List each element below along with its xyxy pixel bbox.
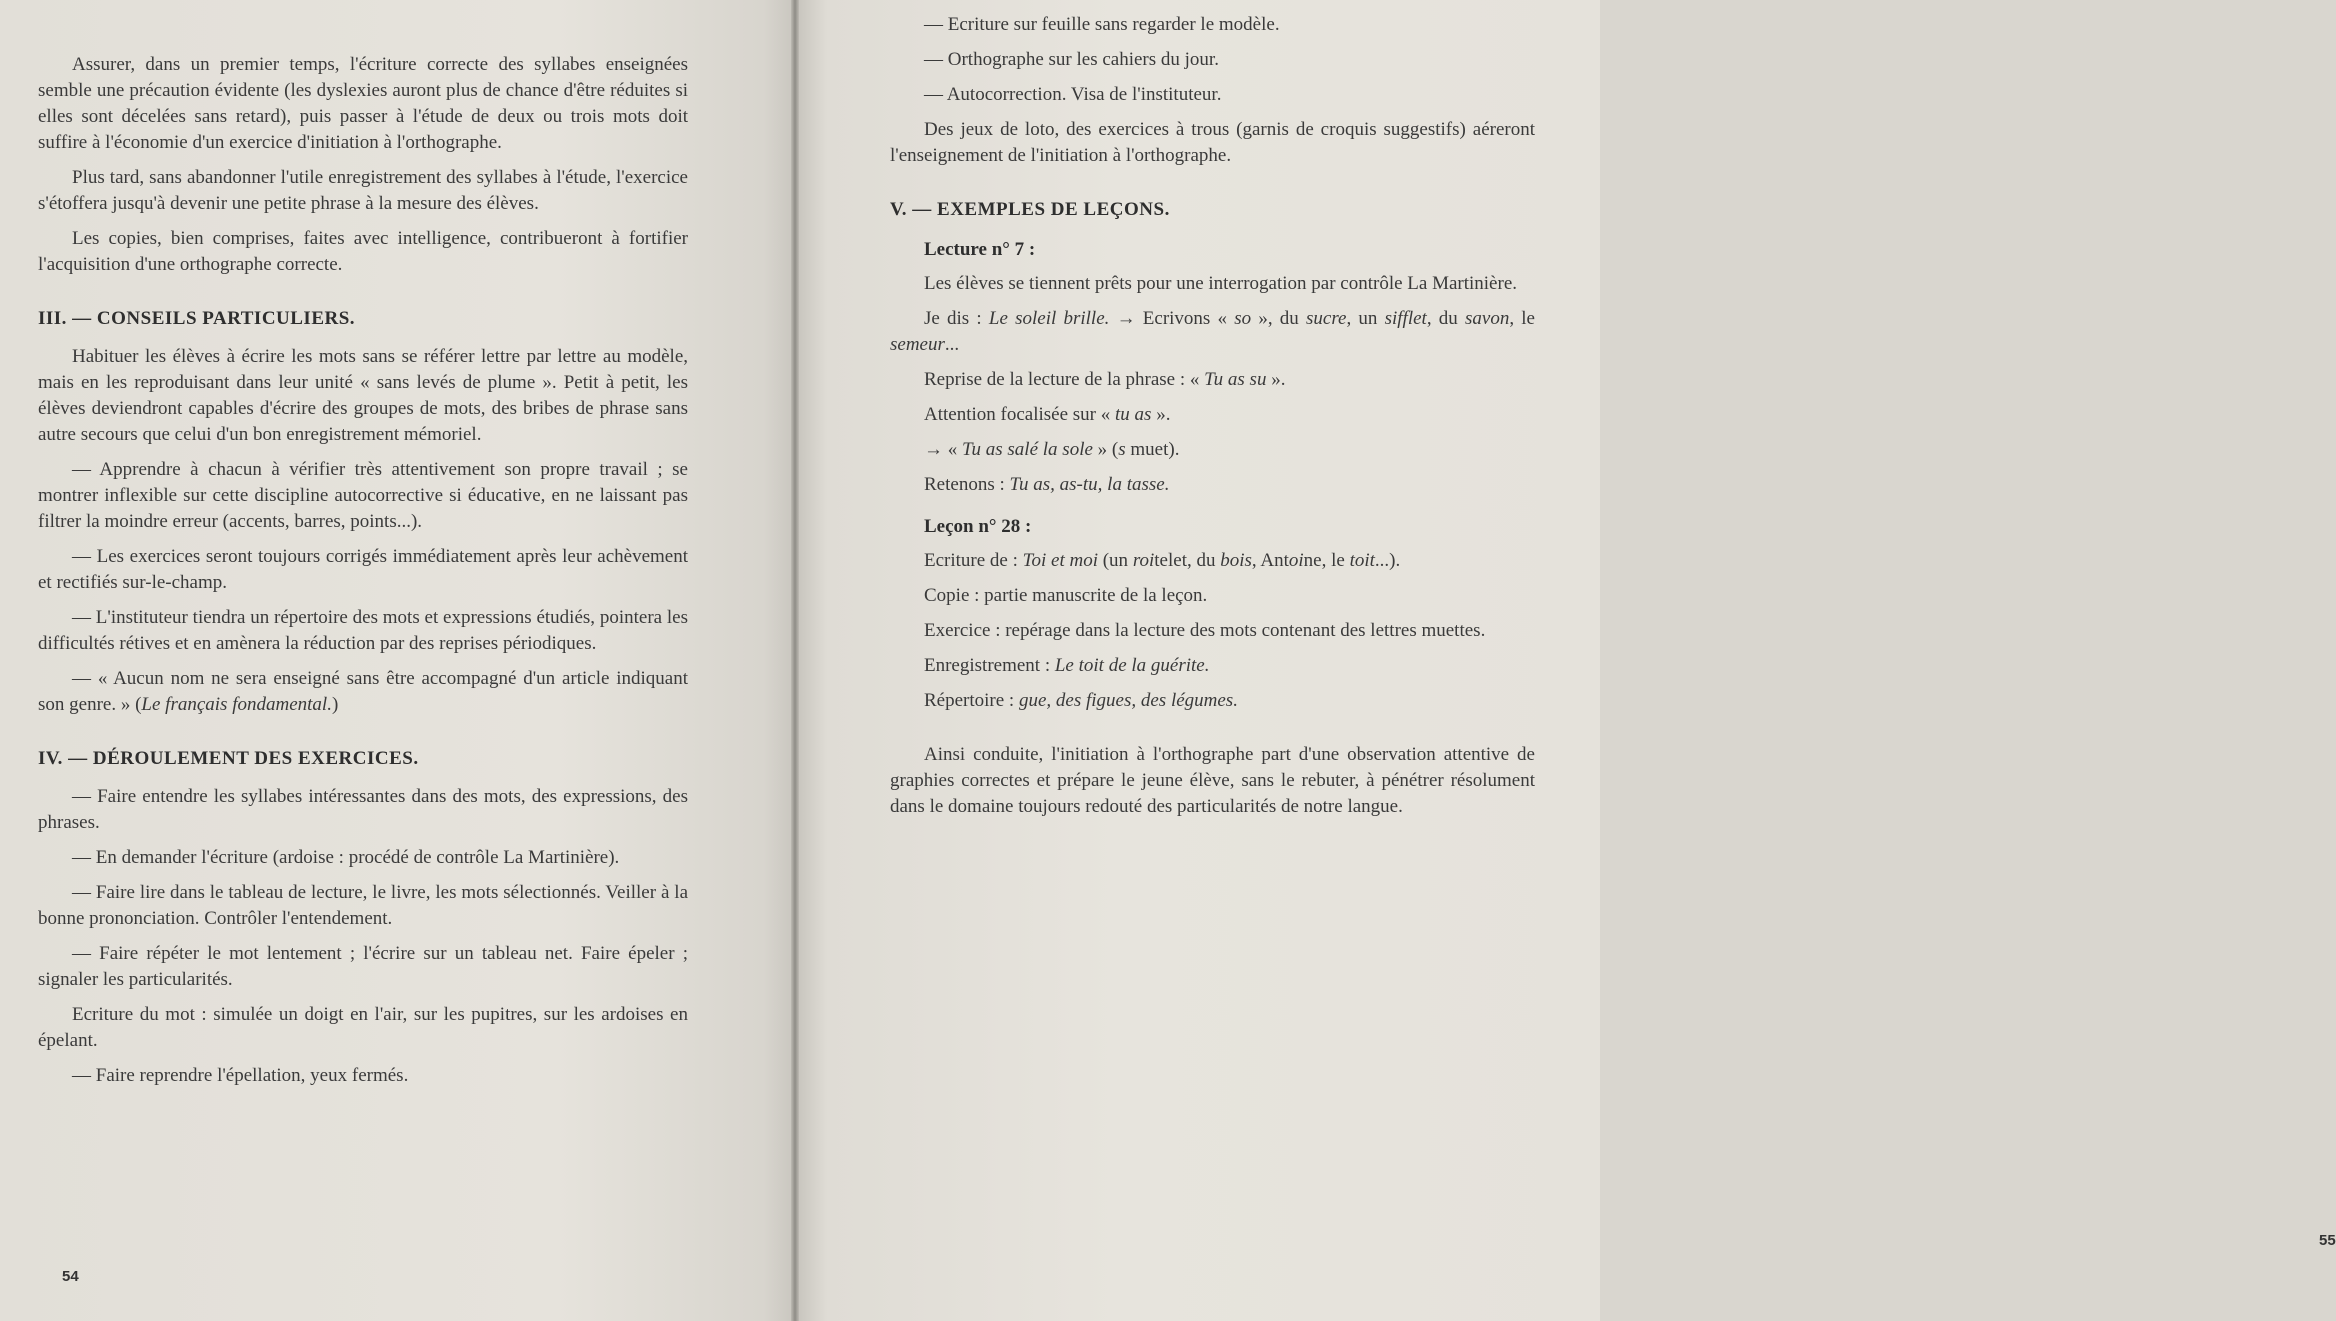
- italic-text: tu as: [1115, 404, 1152, 425]
- text: Je dis :: [924, 308, 989, 329]
- citation-title: Le français fondamental.: [141, 694, 332, 715]
- left-page: [0, 0, 795, 1321]
- paragraph: Assurer, dans un premier temps, l'écriture correcte des syllabes enseignées semble une précaution évidente (les dyslexies auront plus de chance d'être réduites si elles sont décelées sans retard), puis passer à l'étude de deux ou trois mots doit suffire à l'économie d'un exercice d'initiation à l'orthographe.: [38, 54, 688, 153]
- text: → «: [924, 439, 962, 460]
- right-page-text: [890, 12, 1535, 829]
- lesson-title: Leçon n° 28 :: [924, 516, 1032, 537]
- paragraph: — En demander l'écriture (ardoise : procédé de contrôle La Martinière).: [72, 847, 620, 868]
- punctuation: ): [331, 694, 339, 715]
- paragraph: — Orthographe sur les cahiers du jour.: [924, 49, 1219, 70]
- italic-text: s: [1118, 439, 1126, 460]
- italic-text: roi: [1132, 550, 1155, 571]
- paragraph: [890, 402, 1535, 428]
- book-gutter: [791, 0, 799, 1321]
- text: ...).: [1374, 550, 1401, 571]
- italic-text: so: [1234, 308, 1252, 329]
- paragraph: — Faire lire dans le tableau de lecture, le livre, les mots sélectionnés. Veiller à la bonne prononciation. Contrôler l'entendement.: [38, 882, 688, 929]
- paragraph: Les copies, bien comprises, faites avec intelligence, contribueront à fortifier l'acquisition d'une orthographe correcte.: [38, 228, 688, 275]
- page-number-right: 55: [2319, 1232, 2336, 1249]
- text: → Ecrivons «: [1109, 308, 1235, 329]
- italic-text: Le soleil brille.: [988, 308, 1110, 329]
- conclusion-paragraph: Ainsi conduite, l'initiation à l'orthographe part d'une observation attentive de graphies correctes et prépare le jeune élève, sans le rebuter, à pénétrer résolument dans le domaine toujours redouté des particularités de notre langue.: [890, 744, 1535, 817]
- paragraph: Plus tard, sans abandonner l'utile enregistrement des syllabes à l'étude, l'exercice s'étoffera jusqu'à devenir une petite phrase à la mesure des élèves.: [38, 167, 688, 214]
- paragraph: Copie : partie manuscrite de la leçon.: [924, 585, 1208, 606]
- quote-text: — « Aucun nom ne sera enseigné sans être accompagné d'un article indiquant son genre. » (: [38, 668, 688, 715]
- left-page-text: [38, 52, 688, 1098]
- section-heading-exemples: V. — EXEMPLES DE LEÇONS.: [890, 199, 1170, 220]
- paragraph: Habituer les élèves à écrire les mots sans se référer lettre par lettre au modèle, mais en les reproduisant dans leur unité « sans levés de plume ». Petit à petit, les élèves deviendront capables d'écrire des groupes de mots, des bribes de phrase sans autre secours que celui d'un bon enregistrement mémoriel.: [38, 346, 688, 445]
- lesson-title: Lecture n° 7 :: [924, 239, 1036, 260]
- text: Retenons :: [924, 474, 1010, 495]
- section-heading-conseils: III. — CONSEILS PARTICULIERS.: [38, 308, 356, 329]
- paragraph: [890, 437, 1535, 463]
- paragraph: — Faire répéter le mot lentement ; l'écrire sur un tableau net. Faire épeler ; signaler les particularités.: [38, 943, 688, 990]
- paragraph: — Ecriture sur feuille sans regarder le modèle.: [924, 14, 1280, 35]
- italic-text: semeur: [890, 334, 945, 355]
- italic-text: Le toit de la guérite.: [1054, 655, 1210, 676]
- paragraph: [890, 472, 1535, 498]
- paragraph: Des jeux de loto, des exercices à trous (garnis de croquis suggestifs) aéreront l'enseignement de l'initiation à l'orthographe.: [890, 119, 1535, 166]
- paragraph: Ecriture du mot : simulée un doigt en l'air, sur les pupitres, sur les ardoises en épelant.: [38, 1004, 688, 1051]
- text: muet).: [1125, 439, 1180, 460]
- paragraph: — Faire entendre les syllabes intéressantes dans des mots, des expressions, des phrases.: [38, 786, 688, 833]
- text: telet, du: [1154, 550, 1221, 571]
- italic-text: gue, des figues, des légumes.: [1018, 690, 1238, 711]
- text: , un: [1346, 308, 1385, 329]
- paragraph: [890, 548, 1535, 574]
- italic-text: bois: [1220, 550, 1252, 571]
- paragraph: Les élèves se tiennent prêts pour une interrogation par contrôle La Martinière.: [924, 273, 1517, 294]
- paragraph: [890, 688, 1535, 714]
- text: , du: [1426, 308, 1465, 329]
- paragraph: [890, 367, 1535, 393]
- text: ».: [1266, 369, 1286, 390]
- italic-text: sucre: [1306, 308, 1347, 329]
- italic-text: sifflet: [1384, 308, 1427, 329]
- italic-text: toit: [1349, 550, 1375, 571]
- paragraph: Exercice : repérage dans la lecture des mots contenant des lettres muettes.: [924, 620, 1486, 641]
- text: Ecriture de :: [924, 550, 1023, 571]
- text: Enregistrement :: [924, 655, 1055, 676]
- paragraph: — Autocorrection. Visa de l'instituteur.: [924, 84, 1222, 105]
- paragraph: — L'instituteur tiendra un répertoire des mots et expressions étudiés, pointera les difficultés rétives et en amènera la réduction par des reprises périodiques.: [38, 607, 688, 654]
- paragraph: — Apprendre à chacun à vérifier très attentivement son propre travail ; se montrer inflexible sur cette discipline autocorrective si éducative, en ne laissant pas filtrer la moindre erreur (accents, barres, points...).: [38, 459, 688, 532]
- lesson-lecture-7: [890, 239, 1535, 498]
- section-heading-deroulement: IV. — DÉROULEMENT DES EXERCICES.: [38, 748, 419, 769]
- text: Reprise de la lecture de la phrase : «: [924, 369, 1205, 390]
- page-number-left: 54: [62, 1268, 79, 1285]
- text: ».: [1151, 404, 1171, 425]
- text: (un: [1097, 550, 1133, 571]
- text: » (: [1092, 439, 1119, 460]
- paragraph: [890, 306, 1535, 358]
- text: , Ant: [1251, 550, 1289, 571]
- text: , le: [1509, 308, 1535, 329]
- italic-text: savon: [1465, 308, 1510, 329]
- lesson-lecon-28: [890, 516, 1535, 714]
- italic-text: Toi et moi: [1022, 550, 1098, 571]
- text: Répertoire :: [924, 690, 1019, 711]
- text: ne, le: [1303, 550, 1350, 571]
- italic-text: Tu as su: [1204, 369, 1267, 390]
- text: Attention focalisée sur «: [924, 404, 1116, 425]
- italic-text: Tu as, as-tu, la tasse.: [1009, 474, 1170, 495]
- paragraph: [890, 653, 1535, 679]
- italic-text: Tu as salé la sole: [962, 439, 1093, 460]
- text: ...: [944, 334, 960, 355]
- paragraph: [38, 666, 688, 718]
- paragraph: — Faire reprendre l'épellation, yeux fermés.: [72, 1065, 409, 1086]
- paragraph: — Les exercices seront toujours corrigés immédiatement après leur achèvement et rectifiés sur-le-champ.: [38, 546, 688, 593]
- italic-text: oi: [1288, 550, 1304, 571]
- text: », du: [1251, 308, 1306, 329]
